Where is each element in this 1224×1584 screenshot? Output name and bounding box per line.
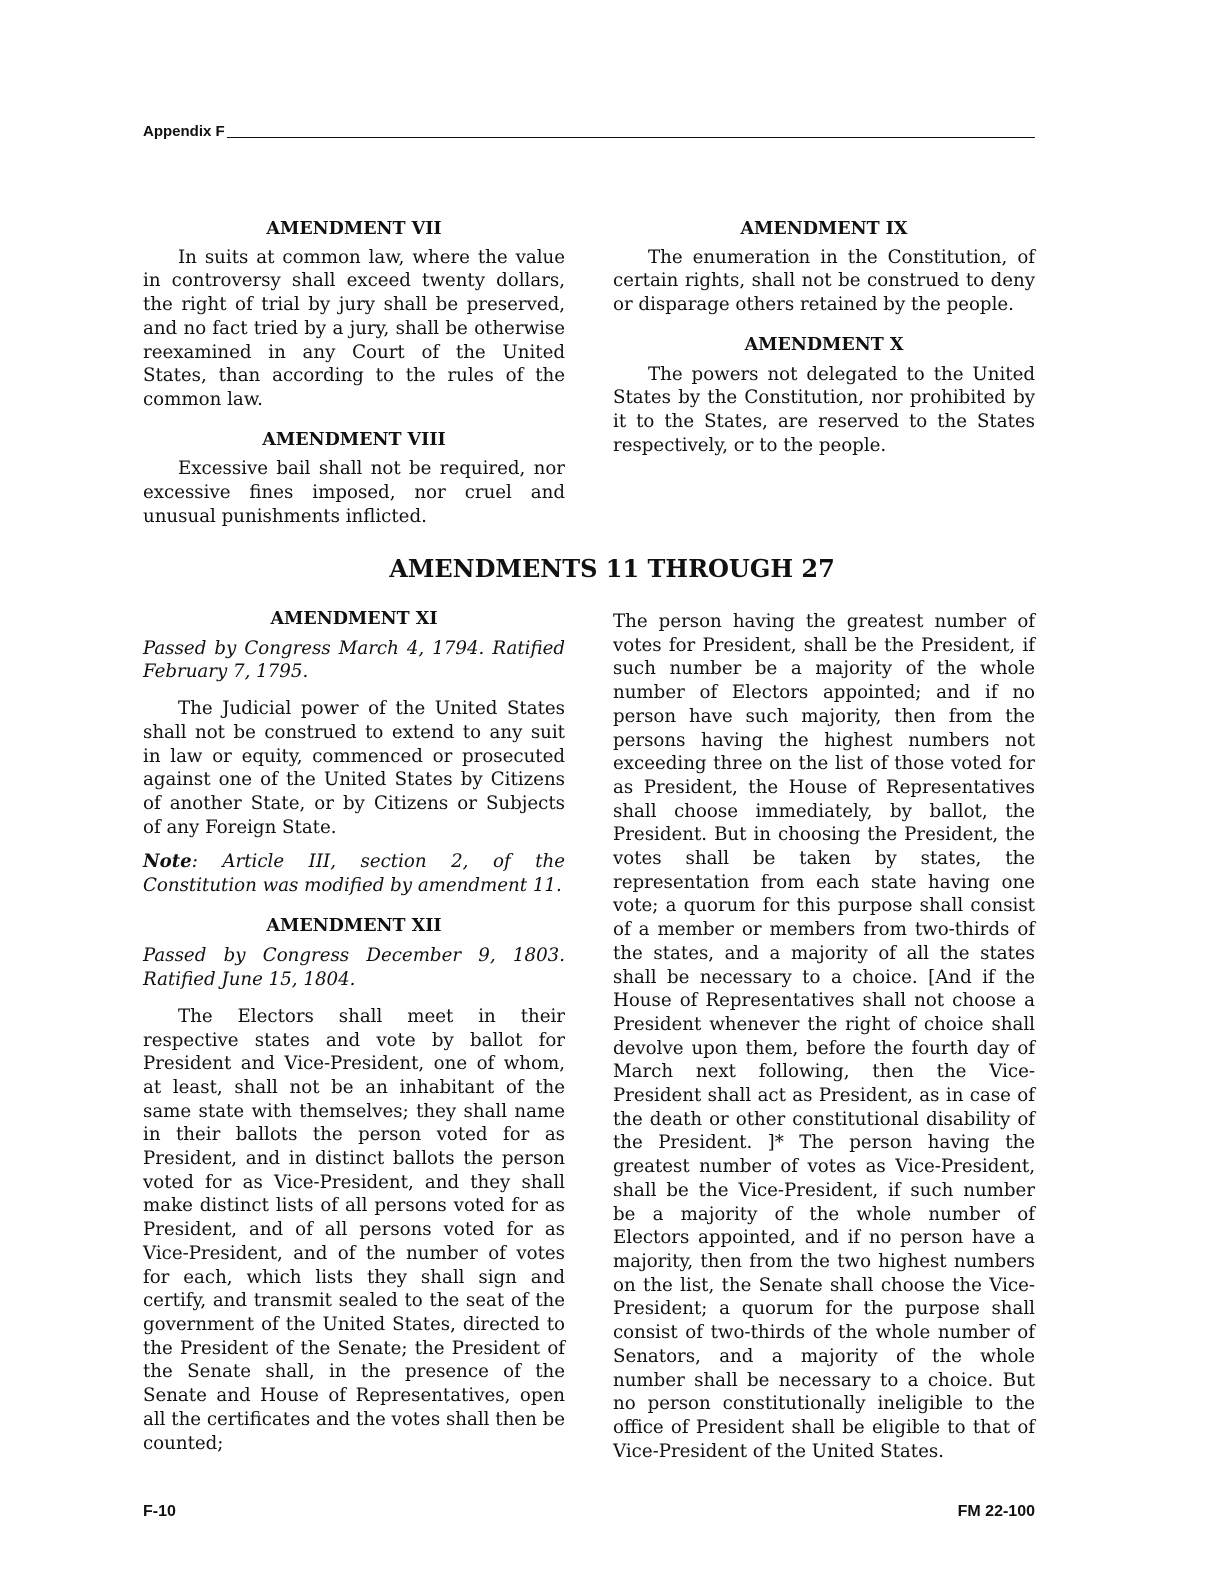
bottom-right-column bbox=[613, 610, 1035, 1463]
section-title: AMENDMENTS 11 THROUGH 27 bbox=[389, 554, 835, 583]
amendment-8-title: AMENDMENT VIII bbox=[262, 429, 446, 450]
amendment-11-title: AMENDMENT XI bbox=[270, 609, 438, 629]
amendment-10-title: AMENDMENT X bbox=[744, 334, 904, 355]
amendment-11-text: The Judicial power of the United States shall not be construed to extend to any suit in law or equity, commenced or prosecuted against one of the United States by Citizens of another State, or by Citizens or Subjects of any Foreign State. bbox=[143, 698, 565, 838]
note-label: Note bbox=[143, 851, 192, 873]
amendment-9-title: AMENDMENT IX bbox=[740, 219, 908, 239]
top-left-column bbox=[143, 218, 565, 528]
amendment-11-note bbox=[143, 850, 565, 897]
amendment-7-text: In suits at common law, where the value in controversy shall exceed twenty dollars, the right of trial by jury shall be preserved, and no fact tried by a jury, shall be otherwise reexamined in any Court of the United States, than according to the rules of the common law. bbox=[143, 246, 565, 410]
amendment-8-text: Excessive bail shall not be required, nor excessive fines imposed, nor cruel and unusual punishments inflicted. bbox=[143, 458, 565, 527]
appendix-label: Appendix F bbox=[143, 123, 225, 140]
page-number: F-10 bbox=[143, 1503, 176, 1520]
amendment-10-text: The powers not delegated to the United States by the Constitution, nor prohibited by it to the States, are reserved to the States respectively, or to the people. bbox=[613, 363, 1035, 456]
amendment-9-text: The enumeration in the Constitution, of certain rights, shall not be construed to deny or disparage others retained by the people. bbox=[613, 246, 1035, 316]
running-header bbox=[143, 124, 1035, 139]
top-right-column bbox=[613, 218, 1035, 457]
amendment-12-title: AMENDMENT XII bbox=[266, 915, 442, 936]
amendment-12-passed: Passed by Congress December 9, 1803. Ratified June 15, 1804. bbox=[143, 945, 565, 991]
note-text: : Article III, section 2, of the Constitution was modified by amendment 11. bbox=[143, 851, 565, 897]
bottom-left-column bbox=[143, 608, 565, 1455]
header-rule bbox=[227, 137, 1035, 138]
amendment-12-text: The Electors shall meet in their respective states and vote by ballot for President and Vice-President, one of whom, at least, shall not be an inhabitant of the same state with themselves; they shall name in their ballots the person voted for as President, and in distinct ballots the person voted for as Vice-President, and they shall make distinct lists of all persons voted for as President, and of all persons voted for as Vice-President, and of the number of votes for each, which lists they shall sign and certify, and transmit sealed to the seat of the government of the United States, directed to the President of the Senate; the President of the Senate shall, in the presence of the Senate and House of Representatives, open all the certificates and the votes shall then be counted; bbox=[143, 1005, 565, 1454]
amendment-7-title: AMENDMENT VII bbox=[266, 219, 442, 239]
document-id: FM 22-100 bbox=[957, 1503, 1035, 1520]
amendment-11-passed: Passed by Congress March 4, 1794. Ratified February 7, 1795. bbox=[143, 637, 565, 683]
amendment-12-continued: The person having the greatest number of votes for President, shall be the President, if such number be a majority of the whole number of Electors appointed; and if no person have such majority, then from the persons having the highest numbers not exceeding three on the list of those voted for as President, the House of Representatives shall choose immediately, by ballot, the President. But in choosing the President, the votes shall be taken by states, the representation from each state having one vote; a quorum for this purpose shall consist of a member or members from two-thirds of the states, and a majority of all the states shall be necessary to a choice. [And if the House of Representatives shall not choose a President whenever the right of choice shall devolve upon them, before the fourth day of March next following, then the Vice-President shall act as President, as in case of the death or other constitutional disability of the President. ]* The person having the greatest number of votes as Vice-President, shall be the Vice-President, if such number be a majority of the whole number of Electors appointed, and if no person have a majority, then from the two highest numbers on the list, the Senate shall choose the Vice-President; a quorum for the purpose shall consist of two-thirds of the whole number of Senators, and a majority of the whole number shall be necessary to a choice. But no person constitutionally ineligible to the office of President shall be eligible to that of Vice-President of the United States. bbox=[613, 611, 1035, 1462]
